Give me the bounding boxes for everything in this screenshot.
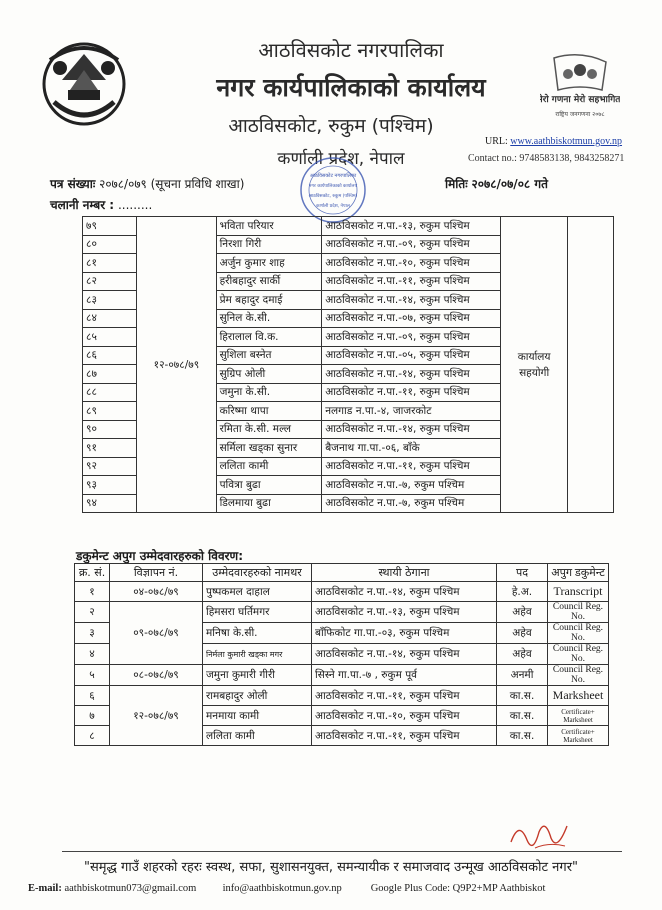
row-ad-number: १२-०७८/७९ xyxy=(110,686,203,746)
row-missing-doc: Certificate+ Marksheet xyxy=(548,726,609,746)
row-missing-doc: Council Reg. No. xyxy=(548,623,609,644)
census-logo xyxy=(540,52,620,122)
row-sn: ८९ xyxy=(83,402,137,421)
website-line xyxy=(485,136,622,147)
dispatch-number xyxy=(50,196,152,213)
table-row xyxy=(75,582,609,602)
row-sn: ९२ xyxy=(83,457,137,476)
url-label: URL: xyxy=(485,136,508,147)
footer-contact xyxy=(28,883,648,894)
row-address: आठविसकोट न.पा.-१४, रुकुम पश्चिम xyxy=(322,420,501,439)
row-name: निर्मला कुमारी खड्का मगर xyxy=(203,644,312,665)
row-name: पुष्पकमल दाहाल xyxy=(203,582,312,602)
row-post: का.स. xyxy=(497,726,548,746)
row-name: प्रेम बहादुर दमाई xyxy=(216,291,322,310)
row-sn: ८१ xyxy=(83,254,137,273)
row-post: अहेव xyxy=(497,644,548,665)
office-name: नगर कार्यपालिकाको कार्यालय xyxy=(216,73,486,102)
row-missing-doc: Certificate+ Marksheet xyxy=(548,706,609,726)
plus-code: Google Plus Code: Q9P2+MP Aathbiskot xyxy=(370,883,546,894)
row-address: आठविसकोट न.पा.-०५, रुकुम पश्चिम xyxy=(322,346,501,365)
row-ad-number: ०४-०७८/७९ xyxy=(110,582,203,602)
table-header-row xyxy=(75,564,609,582)
row-address: नलगाड न.पा.-४, जाजरकोट xyxy=(322,402,501,421)
row-name: जमुना के.सी. xyxy=(216,383,322,402)
row-address: आठविसकोट न.पा.-७, रुकुम पश्चिम xyxy=(322,476,501,495)
row-sn: ८० xyxy=(83,235,137,254)
row-name: ललिता कामी xyxy=(203,726,312,746)
row-name: हिरालाल वि.क. xyxy=(216,328,322,347)
row-post: हे.अ. xyxy=(497,582,548,602)
incomplete-docs-body xyxy=(75,582,609,746)
row-name: जमुना कुमारी गीरी xyxy=(203,665,312,686)
row-post: अहेव xyxy=(497,623,548,644)
row-address: आठविसकोट न.पा.-७, रुकुम पश्चिम xyxy=(322,494,501,513)
email-address-2[interactable]: info@aathbiskotmun.gov.np xyxy=(222,883,342,894)
address-line-1: आठविसकोट, रुकुम (पश्चिम) xyxy=(228,115,434,137)
col-missing-doc: अपुग डकुमेन्ट xyxy=(548,564,609,582)
row-missing-doc: Marksheet xyxy=(548,686,609,706)
row-sn: ७ xyxy=(75,706,110,726)
contact-label: Contact no.: xyxy=(468,153,517,164)
row-name: भविता परियार xyxy=(216,217,322,236)
row-address: आठविसकोट न.पा.-११, रुकुम पश्चिम xyxy=(312,686,497,706)
row-address: आठविसकोट न.पा.-११, रुकुम पश्चिम xyxy=(322,383,501,402)
row-name: निरशा गिरी xyxy=(216,235,322,254)
candidate-list-table xyxy=(82,216,614,513)
incomplete-docs-table xyxy=(74,563,609,746)
row-missing-doc: Council Reg. No. xyxy=(548,602,609,623)
reference-number xyxy=(50,175,244,192)
row-missing-doc: Council Reg. No. xyxy=(548,644,609,665)
table-row xyxy=(75,686,609,706)
row-address: आठविसकोट न.पा.-११, रुकुम पश्चिम xyxy=(322,457,501,476)
stamp-line-3: आठविसकोट, रुकुम (पश्चिम) xyxy=(308,194,358,199)
row-name: पवित्रा बुढा xyxy=(216,476,322,495)
date-value: २०७८/०७/०८ गते xyxy=(471,177,548,191)
row-post: का.स. xyxy=(497,686,548,706)
col-name: उम्मेदवारहरुको नामथर xyxy=(203,564,312,582)
row-name: रामबहादुर ओली xyxy=(203,686,312,706)
row-address: बैजनाथ गा.पा.-०६, बाँके xyxy=(322,439,501,458)
row-sn: ८६ xyxy=(83,346,137,365)
row-address: आठविसकोट न.पा.-१३, रुकुम पश्चिम xyxy=(312,602,497,623)
census-logo-text: मेरो गणना मेरो सहभागिता xyxy=(540,95,620,105)
address-line-2: कर्णाली प्रदेश, नेपाल xyxy=(277,149,405,169)
row-sn: ९४ xyxy=(83,494,137,513)
row-ad-number: ०८-०७८/७९ xyxy=(110,665,203,686)
row-address: आठविसकोट न.पा.-१३, रुकुम पश्चिम xyxy=(322,217,501,236)
footer-motto: "समृद्ध गाउँ शहरको रहरः स्वस्थ, सफा, सुशासनयुक्त, समन्यायीक र समाजवाद उन्मूख आठविसकोट नगर" xyxy=(84,860,578,875)
row-name: सुशिला बस्नेत xyxy=(216,346,322,365)
contact-line xyxy=(468,153,624,164)
row-sn: ७९ xyxy=(83,217,137,236)
col-address: स्थायी ठेगाना xyxy=(312,564,497,582)
row-name: ललिता कामी xyxy=(216,457,322,476)
ref-label: पत्र संख्याः xyxy=(50,177,96,191)
row-address: आठविसकोट न.पा.-१४, रुकुम पश्चिम xyxy=(322,365,501,384)
website-link[interactable]: www.aathbiskotmun.gov.np xyxy=(510,136,623,147)
letter-date xyxy=(445,175,548,192)
row-missing-doc: Transcript xyxy=(548,582,609,602)
office-stamp xyxy=(298,155,368,225)
row-sn: २ xyxy=(75,602,110,623)
census-logo-subtext: राष्ट्रिय जनगणना २०७८ xyxy=(555,111,605,118)
census-logo-icon xyxy=(540,52,620,122)
ad-number-cell: १२-०७८/७९ xyxy=(137,217,216,513)
row-address: आठविसकोट न.पा.-१४, रुकुम पश्चिम xyxy=(312,644,497,665)
row-sn: ८५ xyxy=(83,328,137,347)
row-name: मनमाया कामी xyxy=(203,706,312,726)
email-address[interactable]: aathbiskotmun073@gmail.com xyxy=(64,883,197,894)
row-address: आठविसकोट न.पा.-०९, रुकुम पश्चिम xyxy=(322,235,501,254)
col-post: पद xyxy=(497,564,548,582)
row-address: आठविसकोट न.पा.-१४, रुकुम पश्चिम xyxy=(312,582,497,602)
row-post: का.स. xyxy=(497,706,548,726)
row-name: हरीबहादुर सार्की xyxy=(216,272,322,291)
stamp-line-4: कर्णाली प्रदेश, नेपाल xyxy=(316,204,350,209)
table-row xyxy=(83,217,614,236)
row-sn: ९३ xyxy=(83,476,137,495)
row-name: डिलमाया बुढा xyxy=(216,494,322,513)
table-row xyxy=(75,602,609,623)
row-name: सर्मिला खड्का सुनार xyxy=(216,439,322,458)
row-missing-doc: Council Reg. No. xyxy=(548,665,609,686)
row-sn: ३ xyxy=(75,623,110,644)
row-sn: ८३ xyxy=(83,291,137,310)
candidate-list-body xyxy=(83,217,614,513)
dispatch-label: चलानी नम्बर : xyxy=(50,198,115,212)
stamp-line-2: नगर कार्यपालिकाको कार्यालय xyxy=(308,184,358,189)
row-name: हिमसरा घर्तिमगर xyxy=(203,602,312,623)
row-post: अनमी xyxy=(497,665,548,686)
row-sn: ४ xyxy=(75,644,110,665)
row-sn: ८२ xyxy=(83,272,137,291)
email-label: E-mail: xyxy=(28,883,62,894)
row-address: आठविसकोट न.पा.-०९, रुकुम पश्चिम xyxy=(322,328,501,347)
row-sn: ९० xyxy=(83,420,137,439)
row-address: आठविसकोट न.पा.-१०, रुकुम पश्चिम xyxy=(322,254,501,273)
row-sn: ५ xyxy=(75,665,110,686)
date-label: मितिः xyxy=(445,177,468,191)
row-ad-number: ०९-०७८/७९ xyxy=(110,602,203,665)
col-ad-no: विज्ञापन नं. xyxy=(110,564,203,582)
municipality-name: आठविसकोट नगरपालिका xyxy=(258,38,444,62)
table-row xyxy=(75,665,609,686)
row-sn: ६ xyxy=(75,686,110,706)
row-name: करिष्मा थापा xyxy=(216,402,322,421)
post-cell: कार्यालय सहयोगी xyxy=(501,217,567,513)
row-post: अहेव xyxy=(497,602,548,623)
row-address: सिस्ने गा.पा.-७ , रुकुम पूर्व xyxy=(312,665,497,686)
row-name: सुग्रिप ओली xyxy=(216,365,322,384)
row-sn: ८ xyxy=(75,726,110,746)
row-sn: ८४ xyxy=(83,309,137,328)
row-address: आठविसकोट न.पा.-१०, रुकुम पश्चिम xyxy=(312,706,497,726)
footer-divider xyxy=(62,851,622,852)
row-address: आठविसकोट न.पा.-०७, रुकुम पश्चिम xyxy=(322,309,501,328)
stamp-line-1: आठविसकोट नगरपालिका xyxy=(309,173,357,179)
row-address: आठविसकोट न.पा.-११, रुकुम पश्चिम xyxy=(322,272,501,291)
row-address: आठविसकोट न.पा.-११, रुकुम पश्चिम xyxy=(312,726,497,746)
dispatch-value: ......... xyxy=(117,198,153,212)
ref-value: २०७८/०७९ (सूचना प्रविधि शाखा) xyxy=(99,177,245,191)
blank-cell xyxy=(567,217,613,513)
row-sn: ८७ xyxy=(83,365,137,384)
row-address: आठविसकोट न.पा.-१४, रुकुम पश्चिम xyxy=(322,291,501,310)
contact-number: 9748583138, 9843258271 xyxy=(519,153,625,164)
row-sn: ८८ xyxy=(83,383,137,402)
incomplete-docs-heading: डकुमेन्ट अपुग उम्मेदवारहरुको विवरण: xyxy=(76,549,244,563)
row-sn: ९१ xyxy=(83,439,137,458)
col-sn: क्र. सं. xyxy=(75,564,110,582)
row-address: बाँफिकोट गा.पा.-०३, रुकुम पश्चिम xyxy=(312,623,497,644)
row-name: अर्जुन कुमार शाह xyxy=(216,254,322,273)
row-sn: १ xyxy=(75,582,110,602)
row-name: रमिता के.सी. मल्ल xyxy=(216,420,322,439)
row-name: सुनिल के.सी. xyxy=(216,309,322,328)
signature xyxy=(505,812,575,862)
row-name: मनिषा के.सी. xyxy=(203,623,312,644)
